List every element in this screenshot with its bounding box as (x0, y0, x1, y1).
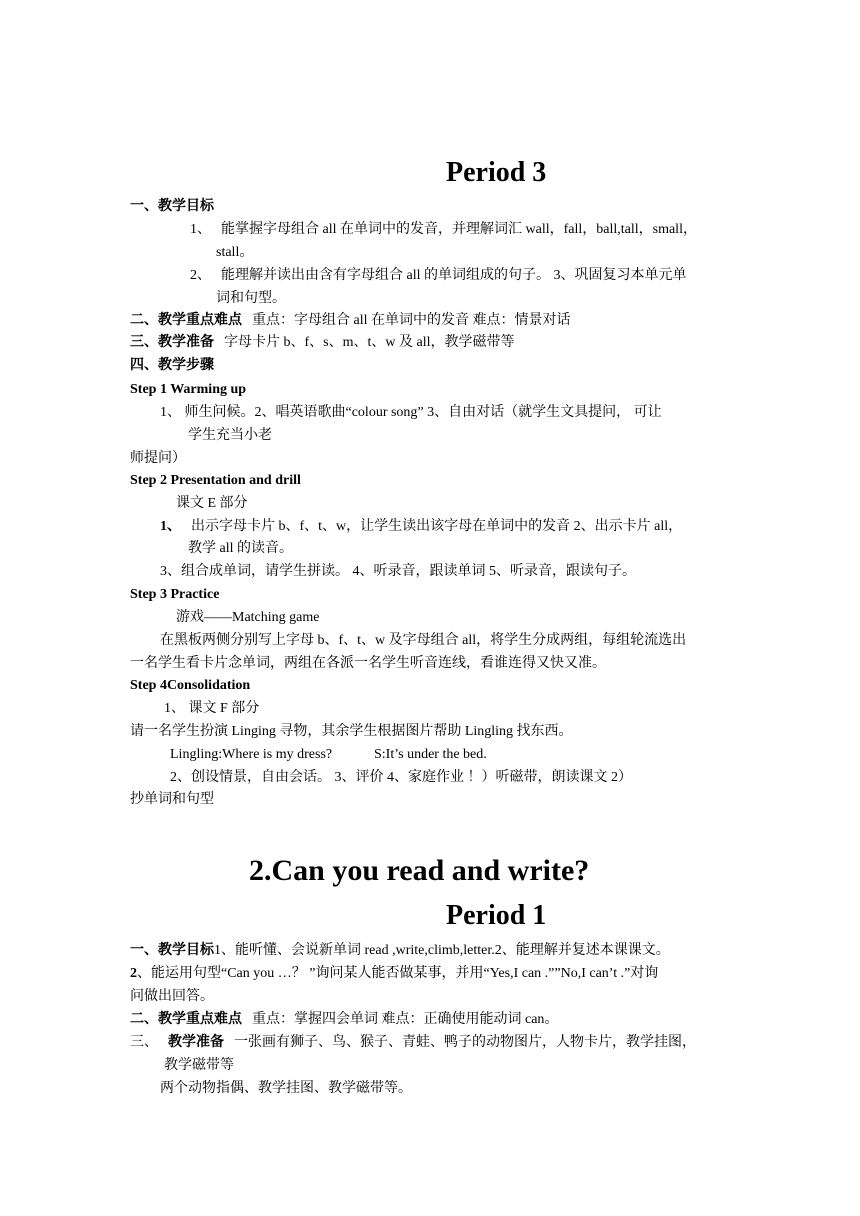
step1-line-2: 学生充当小老 (188, 428, 272, 443)
u2-preparation-cont: 教学磁带等 (164, 1058, 234, 1073)
u2-key-points-heading: 二、教学重点难点 (130, 1012, 242, 1027)
period3-title: Period 3 (446, 157, 547, 188)
u2-preparation-num: 三、 (130, 1035, 158, 1050)
u2-preparation (130, 1034, 696, 1052)
step2-item-1-num: 1、 (160, 519, 181, 534)
p3-objectives-heading: 一、教学目标 (130, 199, 214, 214)
u2-objectives-heading: 一、教学目标 (130, 943, 214, 958)
p3-objective-1-text: 能掌握字母组合 all 在单词中的发音，并理解词汇 wall，fall，ball,tall，small， (221, 222, 697, 237)
unit2-title: 2.Can you read and write? (249, 854, 590, 887)
u2-preparation-heading: 教学准备 (168, 1035, 224, 1050)
u2-objectives-text: 1、能听懂、会说新单词 read ,write,climb,letter.2、能理解并复述本课课文。 (214, 943, 670, 958)
step4-dialog-a: Lingling:Where is my dress? (170, 747, 333, 762)
u2-objective-2-num: 2 (130, 966, 137, 981)
step1-line-3: 师提问） (130, 451, 186, 466)
step2-subheading: 课文 E 部分 (176, 496, 248, 511)
step3-paragraph-2: 一名学生看卡片念单词，两组在各派一名学生听音连线，看谁连得又快又准。 (130, 656, 606, 671)
step3-paragraph-1: 在黑板两侧分别写上字母 b、f、t、w 及字母组合 all，将学生分成两组，每组轮流选出 (160, 633, 687, 648)
p3-objective-2-text: 能理解并读出由含有字母组合 all 的单词组成的句子。 3、巩固复习本单元单 (221, 268, 687, 283)
step1-line-1: 1、 师生问候。2、唱英语歌曲“colour song” 3、自由对话（就学生文具提问， 可让 (160, 405, 662, 420)
p3-key-points-text: 重点：字母组合 all 在单词中的发音 难点：情景对话 (252, 313, 571, 328)
p3-objective-1-cont: stall。 (216, 245, 254, 260)
unit2-period1-title: Period 1 (446, 900, 547, 931)
u2-preparation-text: 一张画有狮子、鸟、猴子、青蛙、鸭子的动物图片，人物卡片，教学挂图， (234, 1035, 696, 1050)
p3-preparation-heading: 三、教学准备 (130, 335, 214, 350)
p3-objective-1 (190, 221, 697, 239)
p3-objective-2-num: 2、 (190, 268, 211, 283)
p3-objective-2-cont: 词和句型。 (216, 291, 286, 306)
step1-heading: Step 1 Warming up (130, 382, 247, 397)
u2-objective-2-cont: 问做出回答。 (130, 989, 214, 1004)
p3-preparation (130, 334, 515, 352)
p3-key-points-heading: 二、教学重点难点 (130, 313, 242, 328)
step4-subheading: 1、 课文 F 部分 (164, 701, 260, 716)
step2-heading: Step 2 Presentation and drill (130, 473, 301, 488)
u2-key-points (130, 1011, 558, 1029)
step4-dialog-b: S:It’s under the bed. (374, 747, 487, 762)
step4-paragraph-1: 请一名学生扮演 Linging 寻物，其余学生根据图片帮助 Lingling 找东西。 (130, 724, 573, 739)
u2-preparation-line-3: 两个动物指偶、教学挂图、教学磁带等。 (160, 1081, 412, 1096)
u2-objectives (130, 942, 670, 960)
step3-heading: Step 3 Practice (130, 587, 220, 602)
step2-item-1-cont: 教学 all 的读音。 (188, 541, 293, 556)
u2-objective-2 (130, 965, 658, 983)
p3-key-points (130, 312, 571, 330)
step4-paragraph-2: 2、创设情景，自由会话。 3、评价 4、家庭作业 ！）听磁带，朗读课文 2） (170, 770, 632, 785)
p3-steps-heading: 四、教学步骤 (130, 358, 214, 373)
step4-heading: Step 4Consolidation (130, 678, 251, 693)
step2-line-3: 3、组合成单词，请学生拼读。 4、听录音，跟读单词 5、听录音，跟读句子。 (160, 564, 636, 579)
u2-objective-2-text: 、能运用句型“Can you …？ ”询问某人能否做某事，并用“Yes,I can .””No,I can’t .”对询 (137, 966, 659, 981)
p3-objective-2 (190, 267, 687, 285)
step2-item-1 (160, 518, 682, 536)
step4-paragraph-3: 抄单词和句型 (130, 792, 214, 807)
step2-item-1-text: 出示字母卡片 b、f、t、w，让学生读出该字母在单词中的发音 2、出示卡片 all， (191, 519, 683, 534)
u2-key-points-text: 重点：掌握四会单词 难点：正确使用能动词 can。 (252, 1012, 559, 1027)
p3-objective-1-num: 1、 (190, 222, 211, 237)
p3-preparation-text: 字母卡片 b、f、s、m、t、w 及 all，教学磁带等 (224, 335, 515, 350)
step3-subheading: 游戏——Matching game (176, 610, 320, 625)
